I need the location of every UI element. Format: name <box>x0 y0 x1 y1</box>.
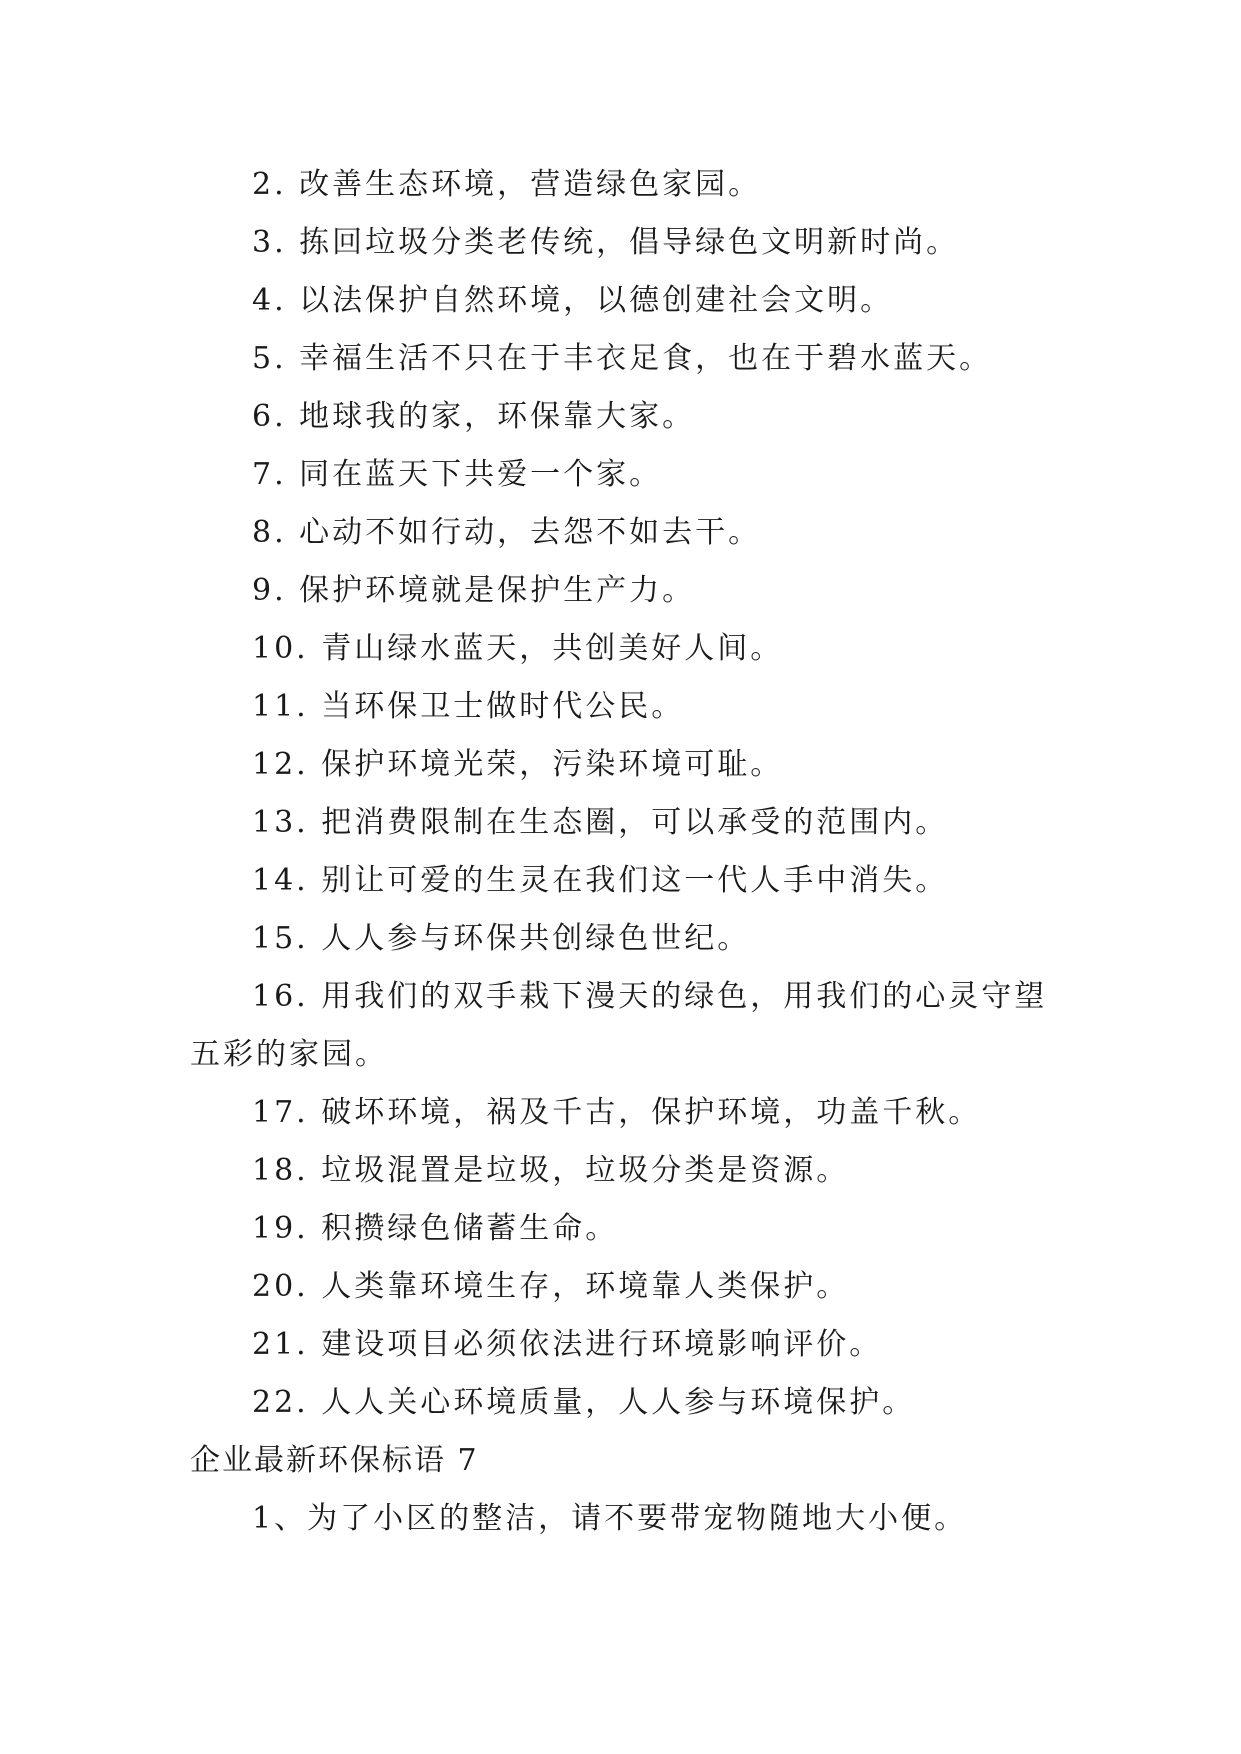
list-item: 5. 幸福生活不只在于丰衣足食，也在于碧水蓝天。 <box>252 341 993 376</box>
list-item: 7. 同在蓝天下共爱一个家。 <box>252 457 663 492</box>
list-item: 8. 心动不如行动，去怨不如去干。 <box>252 515 762 550</box>
list-item: 13. 把消费限制在生态圈，可以承受的范围内。 <box>252 805 949 840</box>
list-item: 1、为了小区的整洁，请不要带宠物随地大小便。 <box>252 1501 968 1536</box>
list-item: 6. 地球我的家，环保靠大家。 <box>252 399 696 434</box>
list-item-16-first-line: 16. 用我们的双手栽下漫天的绿色，用我们的心灵守望 <box>252 979 1048 1014</box>
section-heading: 企业最新环保标语 7 <box>190 1443 479 1478</box>
list-item: 3. 拣回垃圾分类老传统，倡导绿色文明新时尚。 <box>252 225 960 260</box>
list-item: 14. 别让可爱的生灵在我们这一代人手中消失。 <box>252 863 949 898</box>
list-item: 22. 人人关心环境质量，人人参与环境保护。 <box>252 1385 916 1420</box>
list-item: 19. 积攒绿色储蓄生命。 <box>252 1211 619 1246</box>
list-item: 9. 保护环境就是保护生产力。 <box>252 573 696 608</box>
list-item: 2. 改善生态环境，营造绿色家园。 <box>252 167 762 202</box>
document-body <box>190 156 1060 1548</box>
list-item: 18. 垃圾混置是垃圾，垃圾分类是资源。 <box>252 1153 850 1188</box>
list-item: 20. 人类靠环境生存，环境靠人类保护。 <box>252 1269 850 1304</box>
list-item: 15. 人人参与环保共创绿色世纪。 <box>252 921 751 956</box>
list-item: 12. 保护环境光荣，污染环境可耻。 <box>252 747 784 782</box>
list-item: 10. 青山绿水蓝天，共创美好人间。 <box>252 631 784 666</box>
list-item: 4. 以法保护自然环境，以德创建社会文明。 <box>252 283 894 318</box>
list-item-16-continuation: 五彩的家园。 <box>190 1037 388 1072</box>
list-item: 11. 当环保卫士做时代公民。 <box>252 689 685 724</box>
list-item: 21. 建设项目必须依法进行环境影响评价。 <box>252 1327 883 1362</box>
list-item: 17. 破坏环境，祸及千古，保护环境，功盖千秋。 <box>252 1095 982 1130</box>
